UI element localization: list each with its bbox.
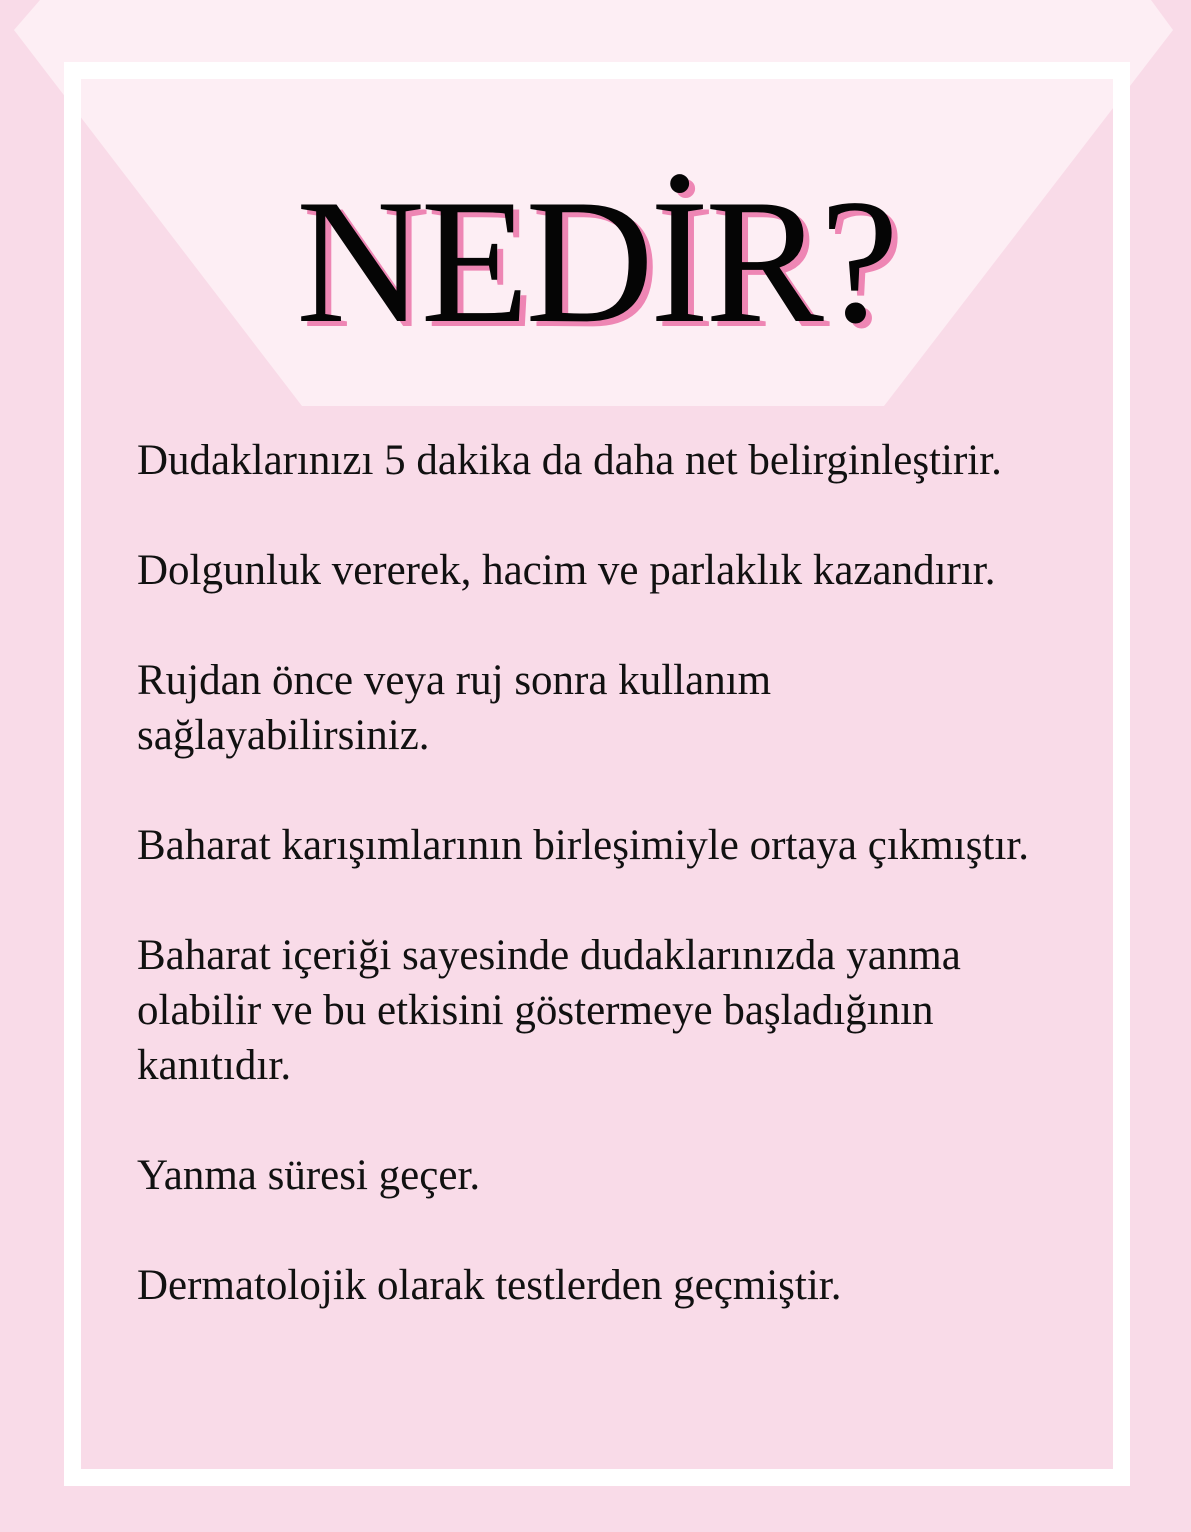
feature-list: [137, 433, 1117, 1368]
feature-paragraph: Baharat karışımlarının birleşimiyle ortaya çıkmıştır.: [137, 822, 1030, 869]
feature-paragraph: Dolgunluk vererek, hacim ve parlaklık kazandırır.: [137, 547, 996, 594]
feature-paragraph: Dudaklarınızı 5 dakika da daha net belirginleştirir.: [137, 437, 1002, 484]
feature-paragraph: Dermatolojik olarak testlerden geçmiştir.: [137, 1262, 842, 1309]
feature-paragraph: Baharat içeriği sayesinde dudaklarınızda yanma olabilir ve bu etkisini göstermeye başladığının kanıtıdır.: [137, 932, 961, 1089]
feature-paragraph: Rujdan önce veya ruj sonra kullanım sağlayabilirsiniz.: [137, 657, 772, 759]
page-title: NEDİR?: [296, 162, 895, 360]
feature-paragraph: Yanma süresi geçer.: [137, 1152, 481, 1199]
